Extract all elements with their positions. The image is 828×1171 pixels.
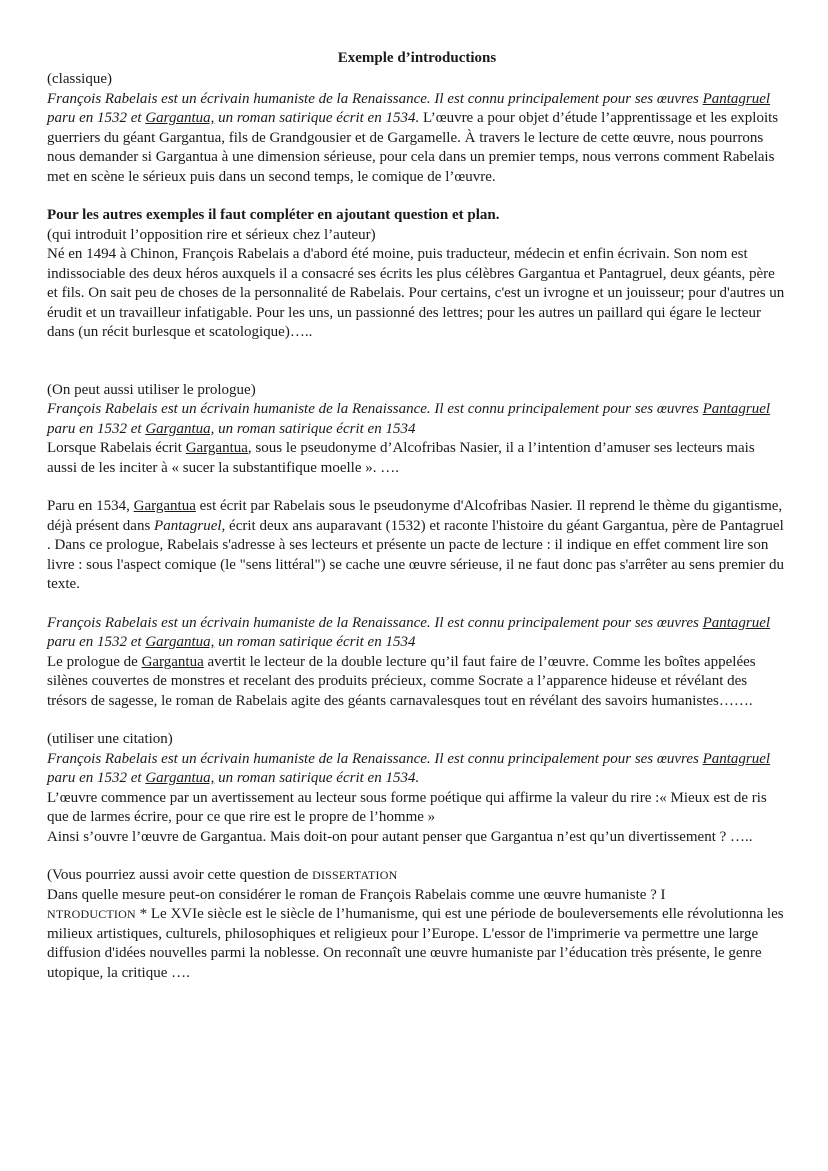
- paragraph-question: Ainsi s’ouvre l’œuvre de Gargantua. Mais doit-on pour autant penser que Gargantua n’est qu’un divertissement ? …..: [47, 828, 753, 845]
- paragraph-prologue: Lorsque Rabelais écrit Gargantua, sous le pseudonyme d’Alcofribas Nasier, il a l’intention d’amuser ses lecteurs mais aussi de les inciter à « sucer la substantifique moelle ». ….: [47, 440, 755, 476]
- paragraph-body: L’œuvre a pour objet d’étude l’apprentissage et les exploits guerriers du géant Gargantua, fils de Grandgousier et de Gargamelle. À travers le lecture de cette œuvre, nous pourrons nous demander si Gargantua à une dimension sérieuse, pour cela dans un premier temps, nous verrons comment Rabelais met en scène le sérieux puis dans un second temps, le comique de l’œuvre.: [47, 110, 779, 185]
- title-pantagruel: Pantagruel: [702, 750, 771, 767]
- intro-sentence-repeat: François Rabelais est un écrivain humaniste de la Renaissance. Il est connu principalement pour ses œuvres Pantagruel paru en 1532 et Gargantua, un roman satirique écrit en 1534: [47, 401, 771, 437]
- title-pantagruel: Pantagruel: [702, 90, 771, 107]
- intro-sentence-repeat: François Rabelais est un écrivain humaniste de la Renaissance. Il est connu principalement pour ses œuvres Pantagruel paru en 1532 et Gargantua, un roman satirique écrit en 1534: [47, 614, 771, 650]
- section-label-classique: (classique): [47, 71, 112, 87]
- title-gargantua: Gargantua,: [145, 634, 215, 650]
- page-title: Exemple d’introductions: [337, 50, 497, 66]
- title-gargantua: Gargantua,: [145, 420, 215, 437]
- title-pantagruel: Pantagruel: [702, 614, 771, 631]
- document-page: [47, 47, 787, 983]
- title-gargantua: Gargantua,: [145, 770, 215, 786]
- title-gargantua: Gargantua: [133, 498, 196, 514]
- intro-sentence-repeat: François Rabelais est un écrivain humaniste de la Renaissance. Il est connu principalement pour ses œuvres Pantagruel paru en 1532 et Gargantua, un roman satirique écrit en 1534.: [47, 750, 771, 786]
- paragraph-pacte-lecture: Paru en 1534, Gargantua est écrit par Rabelais sous le pseudonyme d'Alcofribas Nasier. Il reprend le thème du gigantisme, déjà présent dans Pantagruel, écrit deux ans auparavant (1532) et raconte l'histoire du géant Gargantua, père de Pantagruel . Dans ce prologue, Rabelais s'adresse à ses lecteurs et présente un pacte de lecture : il indique en effet comment lire son livre : sous l'aspect comique (le "sens littéral") se cache une œuvre sérieuse, il ne faut donc pas s'arrêter au sens premier du texte.: [47, 498, 784, 592]
- section-label-prologue: (On peut aussi utiliser le prologue): [47, 381, 256, 398]
- section-label-opposition: (qui introduit l’opposition rire et sérieux chez l’auteur): [47, 226, 376, 243]
- intro-paragraph-classique: [47, 90, 787, 188]
- paragraph-double-lecture: Le prologue de Gargantua avertit le lecteur de la double lecture qu’il faut faire de l’œuvre. Comme les boîtes appelées silènes couvertes de monstres et recelant des produits précieux, comme Socrate a l’apparence hideuse et révélant des trésors de sagesse, le roman de Rabelais agite des géants carnavalesques tout en révélant des savoirs humanistes…….: [47, 653, 756, 709]
- title-gargantua: Gargantua,: [145, 110, 215, 126]
- section-label-dissertation: (Vous pourriez aussi avoir cette question de DISSERTATION: [47, 867, 398, 883]
- title-pantagruel: Pantagruel: [702, 401, 771, 417]
- intro-sentence: François Rabelais est un écrivain humaniste de la Renaissance. Il est connu principalement pour ses œuvres Pantagruel paru en 1532 et Gargantua, un roman satirique écrit en 1534.: [47, 90, 771, 126]
- section-label-citation: (utiliser une citation): [47, 731, 173, 747]
- paragraph-citation: L’œuvre commence par un avertissement au lecteur sous forme poétique qui affirme la valeur du rire :« Mieux est de ris que de larmes écrire, pour ce que rire est le propre de l’homme »: [47, 789, 767, 825]
- section-heading: Pour les autres exemples il faut compléter en ajoutant question et plan.: [47, 207, 500, 223]
- paragraph-biography: Né en 1494 à Chinon, François Rabelais a d'abord été moine, puis traducteur, médecin et enfin écrivain. Son nom est indissociable des deux héros auxquels il a consacré ses écrits les plus célèbres Gargantua et Pantagruel, deux géants, père et fils. On sait peu de choses de la personnalité de Rabelais. Pour certains, c'est un ivrogne et un jouisseur; pour d'autres un érudit et un travailleur infatigable. Pour les uns, un passionné des lettres; pour les autres un paillard qui égare le lecteur dans (un récit burlesque et scatologique)…..: [47, 246, 785, 340]
- paragraph-dissertation: Dans quelle mesure peut-on considérer le roman de François Rabelais comme une œuvre humaniste ? I NTRODUCTION * Le XVIe siècle est le siècle de l’humanisme, qui est une période de bouleversements elle révolutionna les milieux artistiques, culturels, philosophiques et religieux pour l’Europe. L'essor de l'imprimerie va permettre une large diffusion d'idées nouvelles parmi la noblesse. On reconnaît une œuvre humaniste par l’éducation très présente, le genre utopique, la critique ….: [47, 886, 784, 981]
- title-gargantua: Gargantua: [141, 653, 204, 670]
- title-gargantua: Gargantua: [185, 440, 248, 456]
- title-pantagruel: Pantagruel: [154, 517, 222, 534]
